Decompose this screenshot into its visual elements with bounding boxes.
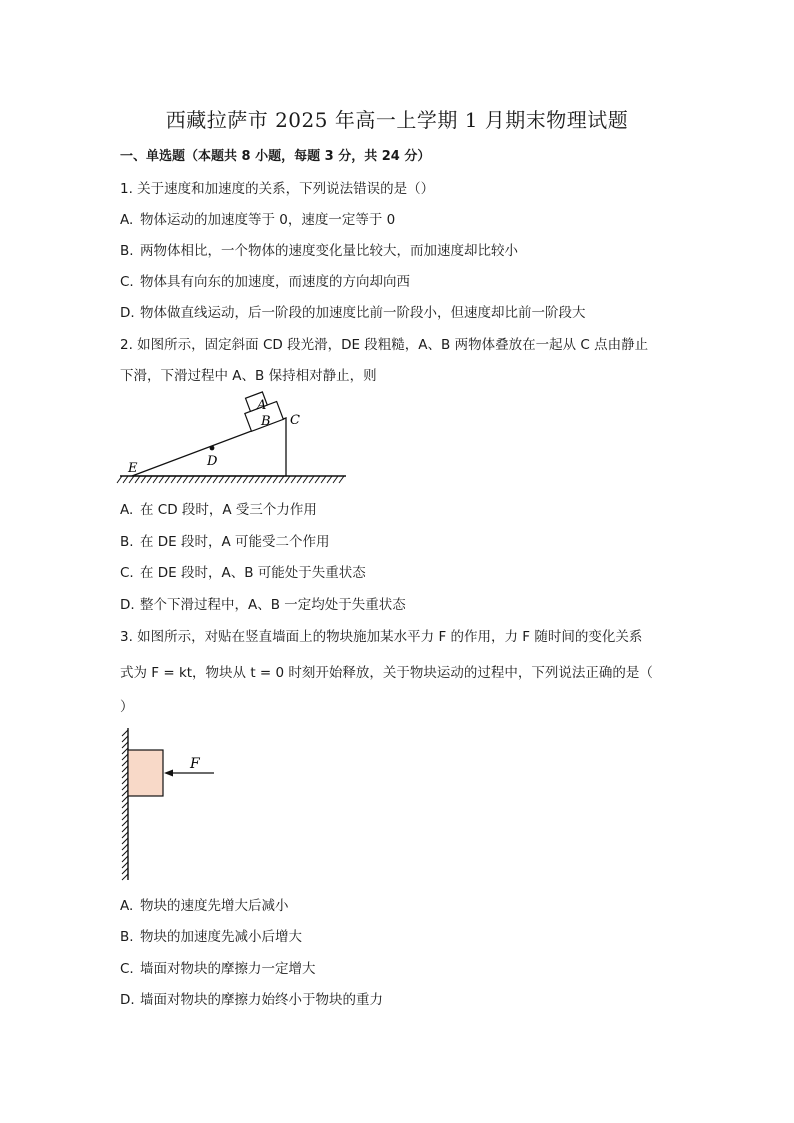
- page-title: 西藏拉萨市 2025 年高一上学期 1 月期末物理试题: [165, 108, 629, 132]
- option-letter: C.: [120, 274, 134, 290]
- option-letter: B.: [120, 929, 134, 945]
- option-text: 物体具有向东的加速度，而速度的方向却向西: [140, 274, 410, 290]
- option-text: 在 CD 段时，A 受三个力作用: [140, 502, 317, 518]
- label-e: E: [128, 461, 138, 476]
- option-letter: A.: [120, 502, 134, 518]
- ground-hatching: [117, 476, 344, 483]
- q3-option-d: [120, 988, 383, 1008]
- option-text: 在 DE 段时，A、B 可能处于失重状态: [140, 565, 366, 581]
- q3-stem-line1: 3. 如图所示，对贴在竖直墙面上的物块施加某水平力 F 的作用，力 F 随时间的变化关系: [120, 629, 643, 645]
- option-text: 在 DE 段时，A 可能受二个作用: [140, 534, 330, 550]
- option-text: 物块的加速度先减小后增大: [140, 929, 302, 945]
- q1-option-d: [120, 301, 586, 321]
- option-text: 墙面对物块的摩擦力始终小于物块的重力: [140, 992, 383, 1008]
- q2-option-c: [120, 561, 366, 581]
- block: [128, 750, 163, 796]
- label-a: A: [257, 398, 267, 413]
- section-heading: 一、单选题（本题共 8 小题，每题 3 分，共 24 分）: [120, 149, 431, 164]
- option-text: 墙面对物块的摩擦力一定增大: [140, 961, 316, 977]
- q1-option-c: [120, 270, 410, 290]
- option-letter: C.: [120, 961, 134, 977]
- option-letter: B.: [120, 534, 134, 550]
- option-letter: D.: [120, 992, 135, 1008]
- option-letter: C.: [120, 565, 134, 581]
- q1-option-a: [120, 208, 395, 228]
- q1-option-b: [120, 239, 518, 259]
- q2-stem-line2: 下滑，下滑过程中 A、B 保持相对静止，则: [120, 368, 377, 384]
- q3-option-b: [120, 925, 302, 945]
- q3-option-a: [120, 894, 289, 914]
- q2-option-a: [120, 498, 317, 518]
- option-text: 物体做直线运动，后一阶段的加速度比前一阶段小，但速度却比前一阶段大: [140, 305, 586, 321]
- option-text: 物块的速度先增大后减小: [140, 898, 289, 914]
- option-text: 两物体相比，一个物体的速度变化量比较大，而加速度却比较小: [140, 243, 518, 259]
- point-d-dot: [210, 446, 215, 451]
- option-letter: B.: [120, 243, 134, 259]
- force-arrow-head: [164, 770, 173, 777]
- q2-stem-line1: 2. 如图所示，固定斜面 CD 段光滑，DE 段粗糙，A、B 两物体叠放在一起从 C 点由静止: [120, 337, 649, 353]
- option-letter: A.: [120, 212, 134, 228]
- q2-option-d: [120, 593, 406, 613]
- option-letter: A.: [120, 898, 134, 914]
- label-f: F: [190, 756, 200, 772]
- label-c: C: [290, 413, 300, 428]
- label-d: D: [207, 454, 218, 469]
- label-b: B: [261, 414, 271, 429]
- incline-figure: [118, 392, 348, 490]
- option-text: 整个下滑过程中，A、B 一定均处于失重状态: [140, 597, 406, 613]
- option-letter: D.: [120, 597, 135, 613]
- wall-hatching: [122, 730, 128, 880]
- q3-stem-line3: ）: [120, 699, 134, 715]
- q1-stem: 1. 关于速度和加速度的关系，下列说法错误的是（）: [120, 181, 435, 197]
- wall-figure: [118, 728, 228, 882]
- q2-option-b: [120, 530, 330, 550]
- option-text: 物体运动的加速度等于 0，速度一定等于 0: [140, 212, 396, 228]
- option-letter: D.: [120, 305, 135, 321]
- q3-option-c: [120, 957, 316, 977]
- q3-stem-line2: 式为 F = kt，物块从 t = 0 时刻开始释放，关于物块运动的过程中，下列说法正确的是（: [120, 665, 653, 681]
